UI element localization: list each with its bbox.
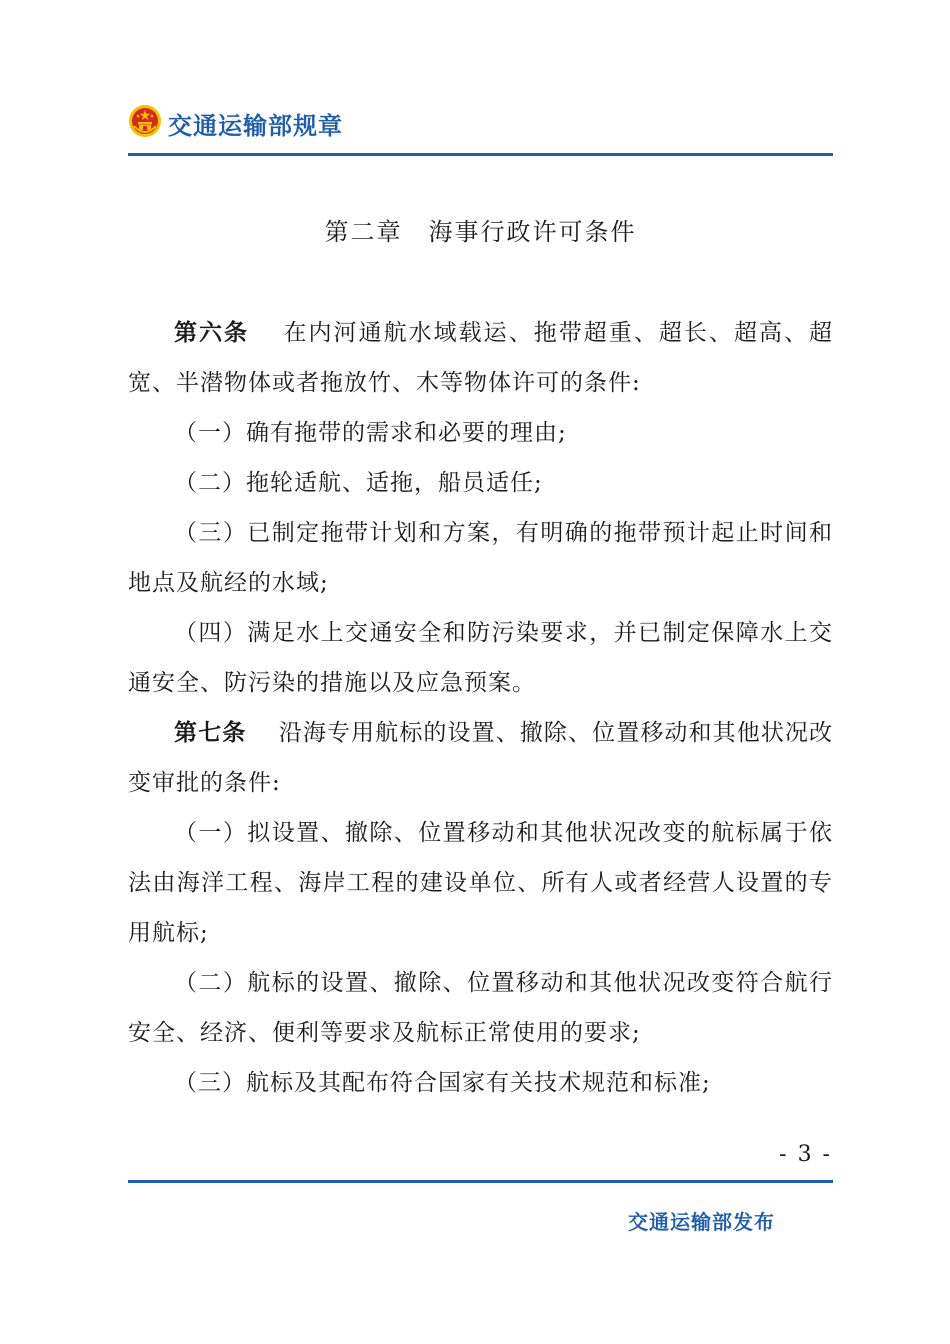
article-7-label: 第七条 [174,720,247,746]
header-title: 交通运输部规章 [168,112,343,140]
page-header [128,100,833,156]
article-6-intro: 在内河通航水域载运、拖带超重、超长、超高、超宽、半潜物体或者拖放竹、木等物体许可的条件: [128,320,834,396]
national-emblem-icon [128,104,162,138]
article-7-item-1: （一）拟设置、撤除、位置移动和其他状况改变的航标属于依法由海洋工程、海岸工程的建设单位、所有人或者经营人设置的专用航标; [128,820,833,946]
page-number: - 3 - [779,1142,832,1167]
article-7-intro: 沿海专用航标的设置、撤除、位置移动和其他状况改变审批的条件: [128,720,834,796]
article-7-item-3: （三）航标及其配布符合国家有关技术规范和标准; [174,1070,711,1096]
chapter-title: 第二章 海事行政许可条件 [324,218,637,246]
article-6-label: 第六条 [174,320,250,346]
article-6-item-1: （一）确有拖带的需求和必要的理由; [174,420,567,446]
article-6-item-4: （四）满足水上交通安全和防污染要求，并已制定保障水上交通安全、防污染的措施以及应急预案。 [128,620,833,696]
regulation-body [128,308,833,1108]
footer-divider [128,1180,833,1183]
footer-publisher: 交通运输部发布 [628,1210,775,1234]
article-6-item-3: （三）已制定拖带计划和方案，有明确的拖带预计起止时间和地点及航经的水域; [128,520,833,596]
article-7 [128,708,833,808]
header-divider [128,153,833,156]
article-6 [128,308,833,408]
article-6-item-2: （二）拖轮适航、适拖，船员适任; [174,470,543,496]
article-7-item-2: （二）航标的设置、撤除、位置移动和其他状况改变符合航行安全、经济、便利等要求及航标正常使用的要求; [128,970,833,1046]
